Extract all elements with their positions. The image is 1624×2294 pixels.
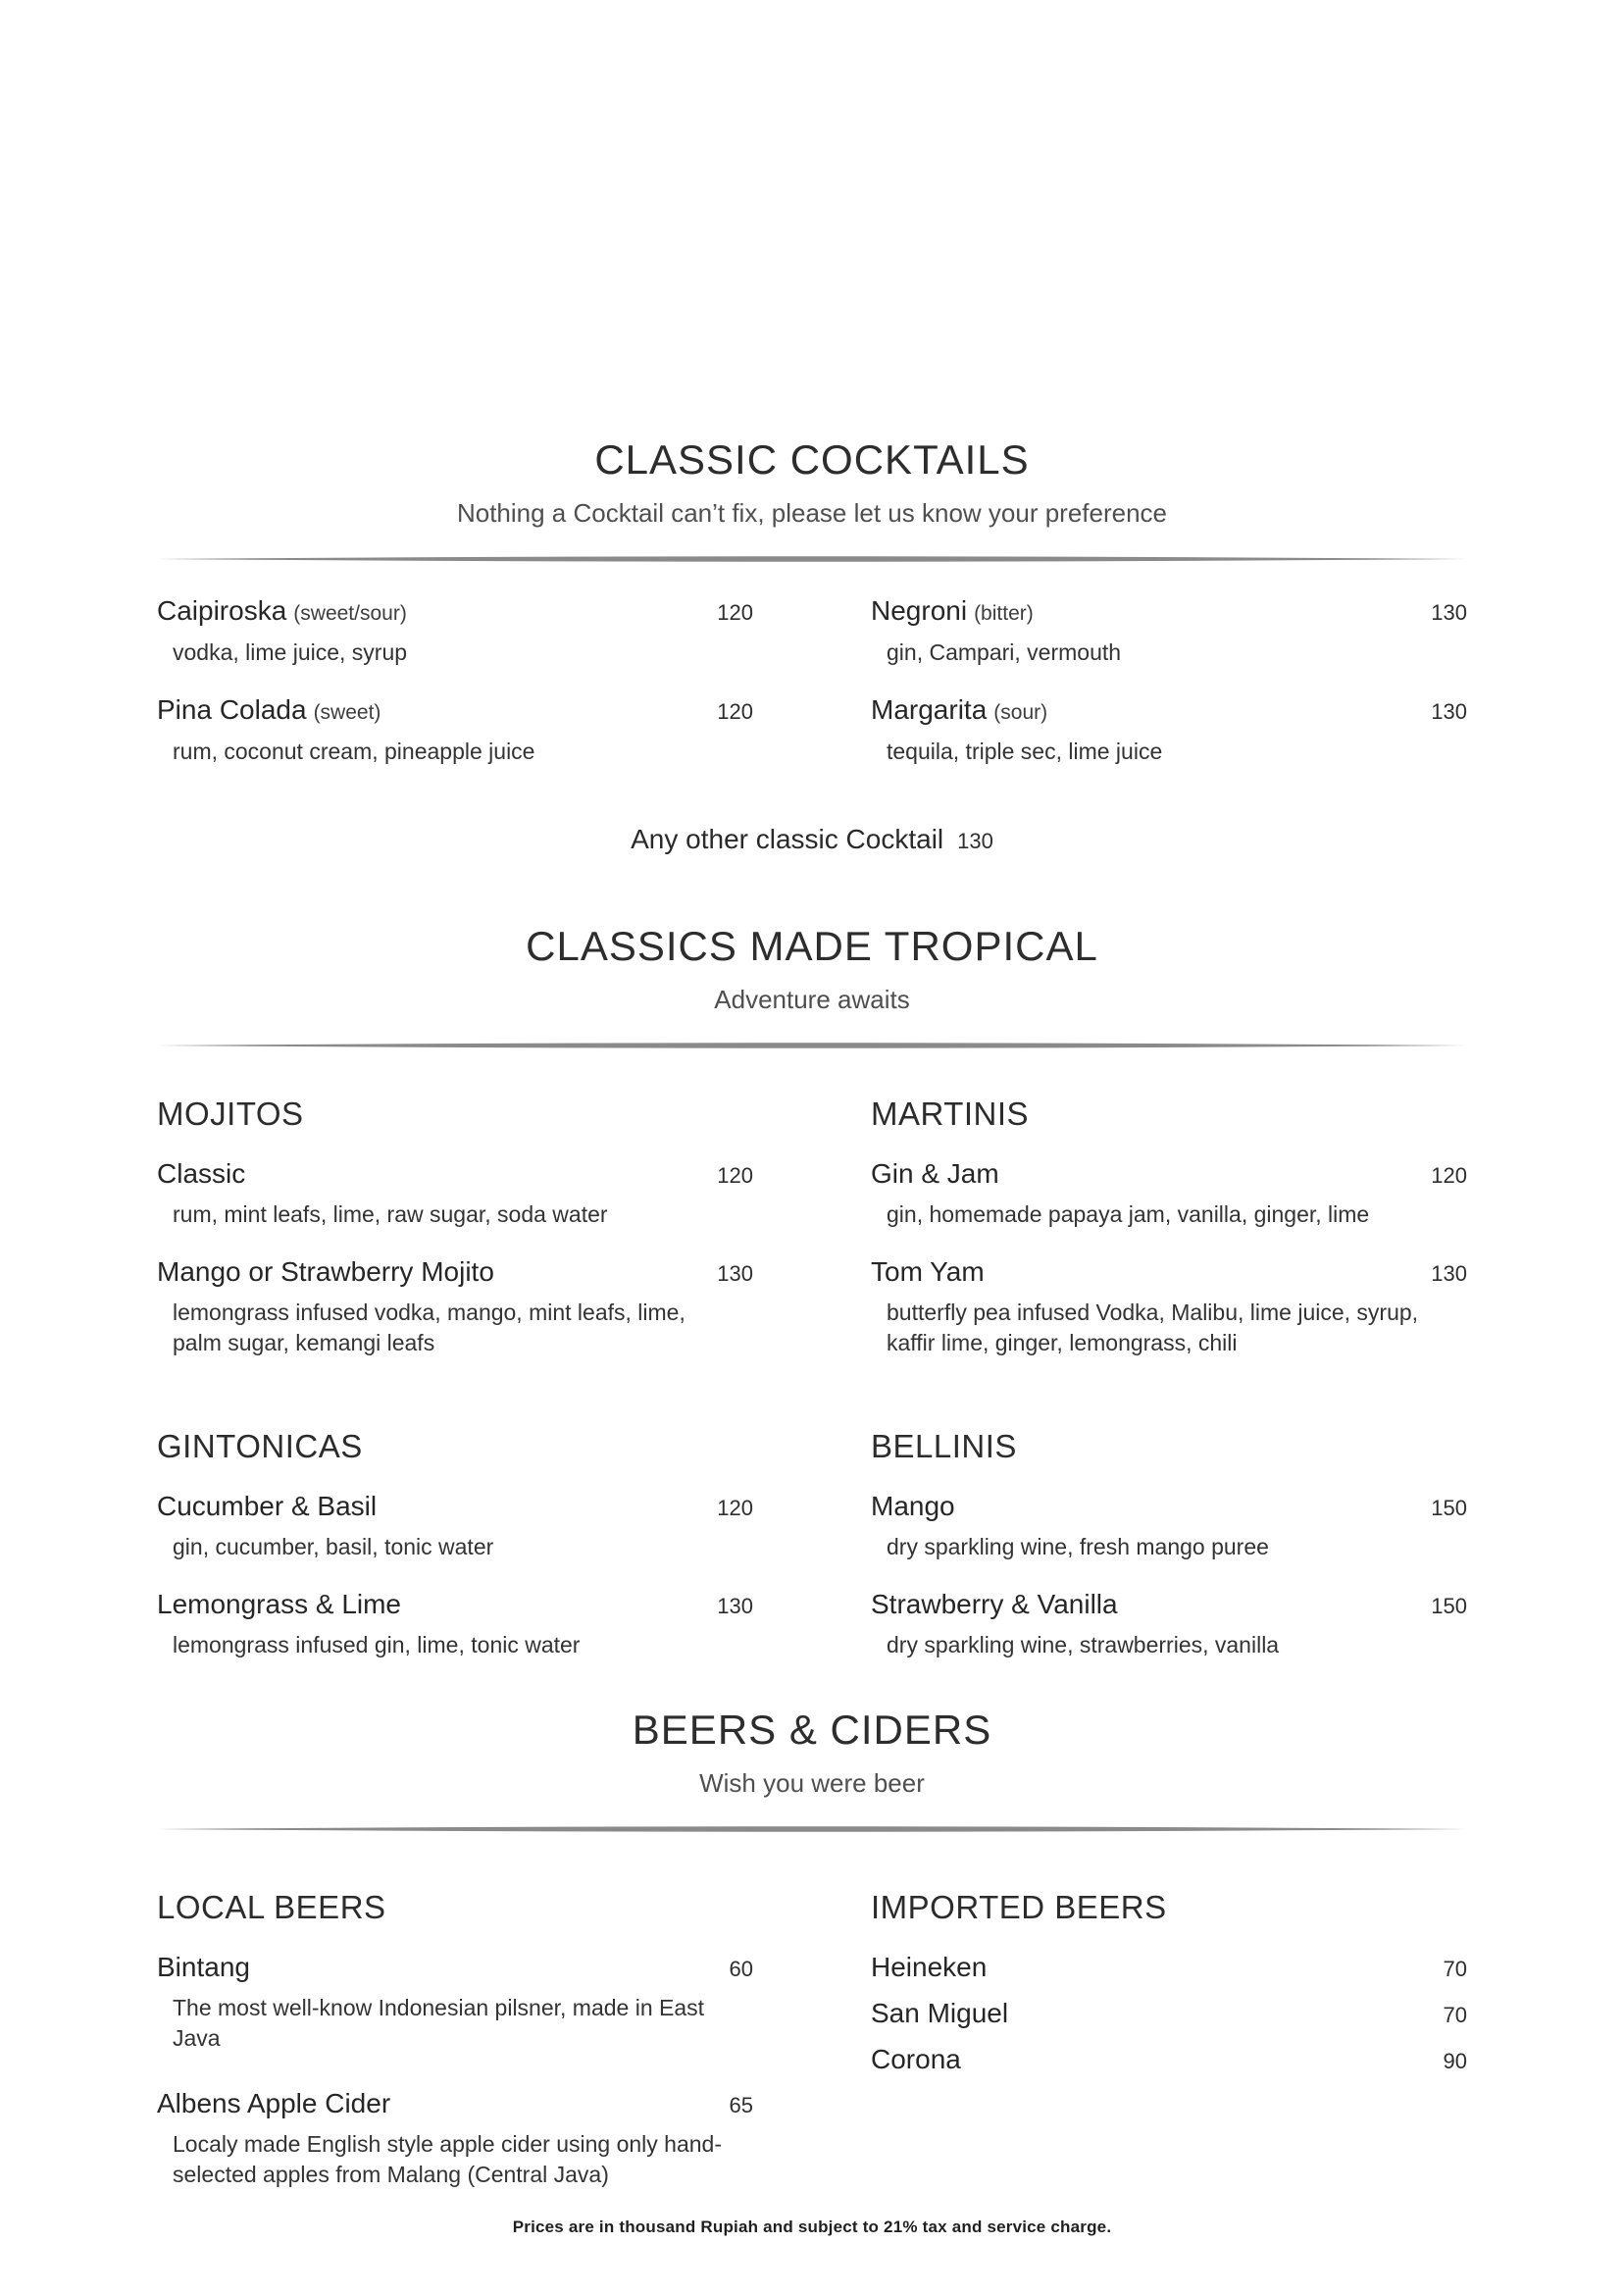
item-ingredients: gin, Campari, vermouth	[887, 639, 1122, 665]
menu-item	[157, 1949, 753, 2054]
item-name	[871, 691, 1047, 732]
menu-item	[157, 691, 753, 767]
menu-group-mojitos	[157, 1095, 753, 1358]
section-title: BEERS & CIDERS	[632, 1707, 992, 1753]
item-price: 130	[1431, 1261, 1467, 1286]
menu-group-imported-beers	[871, 1888, 1467, 2080]
tropical-right-column	[871, 1095, 1467, 1660]
item-ingredients: butterfly pea infused Vodka, Malibu, lime juice, syrup, kaffir lime, ginger, lemongrass, chili	[887, 1300, 1419, 1355]
beers-columns	[157, 1888, 1467, 2190]
menu-item-row	[871, 1155, 1467, 1195]
item-price: 130	[717, 1594, 753, 1618]
group-title: LOCAL BEERS	[157, 1889, 386, 1925]
item-price: 60	[729, 1957, 753, 1981]
menu-item	[871, 2041, 1467, 2080]
item-name: Albens Apple Cider	[157, 2088, 391, 2118]
menu-item-row	[157, 592, 753, 633]
item-price: 130	[1431, 699, 1467, 724]
any-other-price: 130	[957, 829, 993, 853]
menu-item-row	[157, 691, 753, 732]
section-subtitle: Wish you were beer	[699, 1768, 925, 1798]
item-name: Corona	[871, 2044, 961, 2074]
group-title: MARTINIS	[871, 1096, 1030, 1132]
item-price: 90	[1443, 2049, 1467, 2073]
item-name: Heineken	[871, 1952, 988, 1982]
tapered-divider	[157, 1825, 1467, 1833]
item-note: (sour)	[993, 701, 1048, 724]
menu-item	[871, 691, 1467, 767]
item-name: Mango or Strawberry Mojito	[157, 1256, 494, 1287]
item-price: 120	[717, 1496, 753, 1520]
section-classics-made-tropical-header	[157, 922, 1467, 1049]
item-price: 120	[1431, 1163, 1467, 1188]
item-ingredients: dry sparkling wine, fresh mango puree	[887, 1534, 1269, 1559]
item-price: 130	[1431, 600, 1467, 625]
menu-item	[871, 592, 1467, 668]
menu-item-row	[157, 1155, 753, 1195]
classic-right-column	[871, 592, 1467, 767]
item-price: 120	[717, 699, 753, 724]
section-title: CLASSIC COCKTAILS	[594, 436, 1030, 483]
menu-group-martinis	[871, 1095, 1467, 1358]
item-price: 65	[729, 2093, 753, 2117]
group-title: IMPORTED BEERS	[871, 1889, 1167, 1925]
menu-item-row	[871, 592, 1467, 633]
menu-item	[157, 1488, 753, 1562]
menu-group-local-beers	[157, 1888, 753, 2190]
group-title: BELLINIS	[871, 1428, 1017, 1464]
menu-item	[157, 1586, 753, 1660]
menu-item	[157, 1253, 753, 1358]
item-description: The most well-know Indonesian pilsner, made in East Java	[173, 1995, 705, 2051]
section-beers-ciders-header	[157, 1706, 1467, 1833]
item-name: Tom Yam	[871, 1256, 985, 1287]
menu-item	[871, 1488, 1467, 1562]
menu-item-row	[871, 1488, 1467, 1527]
item-price: 70	[1443, 1957, 1467, 1981]
classic-cocktails-columns	[157, 592, 1467, 767]
item-price: 130	[717, 1261, 753, 1286]
item-name: San Miguel	[871, 1998, 1009, 2028]
item-note: (sweet/sour)	[293, 602, 407, 625]
item-name: Strawberry & Vanilla	[871, 1589, 1118, 1619]
item-ingredients: gin, cucumber, basil, tonic water	[173, 1534, 494, 1559]
item-price: 120	[717, 1163, 753, 1188]
classic-left-column	[157, 592, 753, 767]
menu-item-row	[871, 691, 1467, 732]
item-name	[157, 592, 407, 633]
item-ingredients: lemongrass infused vodka, mango, mint leafs, lime, palm sugar, kemangi leafs	[173, 1300, 685, 1355]
item-price: 70	[1443, 2003, 1467, 2027]
tropical-left-column	[157, 1095, 753, 1660]
menu-group-bellinis	[871, 1427, 1467, 1660]
menu-item	[871, 1995, 1467, 2034]
menu-item	[871, 1586, 1467, 1660]
tapered-divider	[157, 1042, 1467, 1049]
menu-item-row	[157, 1586, 753, 1625]
menu-item	[157, 2085, 753, 2190]
tropical-columns	[157, 1095, 1467, 1660]
item-note: (bitter)	[974, 602, 1034, 625]
item-ingredients: dry sparkling wine, strawberries, vanilla	[887, 1632, 1280, 1657]
menu-item-row	[871, 1949, 1467, 1988]
section-title: CLASSICS MADE TROPICAL	[526, 923, 1098, 969]
item-ingredients: gin, homemade papaya jam, vanilla, ginger, lime	[887, 1201, 1370, 1227]
item-ingredients: vodka, lime juice, syrup	[173, 639, 408, 665]
item-name-text: Margarita	[871, 694, 988, 725]
item-name-text: Negroni	[871, 595, 968, 626]
menu-item	[157, 1155, 753, 1230]
menu-item-row	[871, 1995, 1467, 2034]
menu-group-gintonicas	[157, 1427, 753, 1660]
menu-item-row	[871, 1253, 1467, 1293]
item-price: 120	[717, 600, 753, 625]
item-description: Localy made English style apple cider using only hand-selected apples from Malang (Central Java)	[173, 2131, 722, 2187]
item-note: (sweet)	[313, 701, 381, 724]
item-ingredients: rum, coconut cream, pineapple juice	[173, 739, 535, 764]
item-name-text: Pina Colada	[157, 694, 307, 725]
menu-item-row	[157, 2085, 753, 2124]
menu-item-row	[871, 2041, 1467, 2080]
section-classic-cocktails-header	[157, 435, 1467, 563]
item-name-text: Caipiroska	[157, 595, 287, 626]
item-name: Lemongrass & Lime	[157, 1589, 402, 1619]
imported-beers-column	[871, 1888, 1467, 2190]
menu-item-row	[157, 1253, 753, 1293]
item-name	[871, 592, 1034, 633]
item-name: Cucumber & Basil	[157, 1491, 378, 1521]
item-name	[157, 691, 381, 732]
local-beers-column	[157, 1888, 753, 2190]
footer-note: Prices are in thousand Rupiah and subject to 21% tax and service charge.	[512, 2218, 1112, 2236]
any-other-label: Any other classic Cocktail	[631, 824, 944, 854]
group-title: GINTONICAS	[157, 1428, 363, 1464]
menu-item-row	[871, 1586, 1467, 1625]
section-subtitle: Adventure awaits	[714, 985, 910, 1014]
section-subtitle: Nothing a Cocktail can’t fix, please let us know your preference	[456, 498, 1168, 528]
group-title: MOJITOS	[157, 1096, 304, 1132]
menu-item	[871, 1155, 1467, 1230]
item-ingredients: lemongrass infused gin, lime, tonic water	[173, 1632, 581, 1657]
item-ingredients: tequila, triple sec, lime juice	[887, 739, 1163, 764]
item-name: Gin & Jam	[871, 1158, 999, 1189]
item-name: Bintang	[157, 1952, 250, 1982]
item-price: 150	[1431, 1594, 1467, 1618]
any-other-cocktail-line	[157, 822, 1467, 859]
menu-item	[157, 592, 753, 668]
menu-item-row	[157, 1488, 753, 1527]
menu-item-row	[157, 1949, 753, 1988]
menu-item	[871, 1253, 1467, 1358]
item-price: 150	[1431, 1496, 1467, 1520]
item-name: Classic	[157, 1158, 246, 1189]
tapered-divider	[157, 555, 1467, 563]
item-name: Mango	[871, 1491, 955, 1521]
menu-item	[871, 1949, 1467, 1988]
item-ingredients: rum, mint leafs, lime, raw sugar, soda water	[173, 1201, 608, 1227]
